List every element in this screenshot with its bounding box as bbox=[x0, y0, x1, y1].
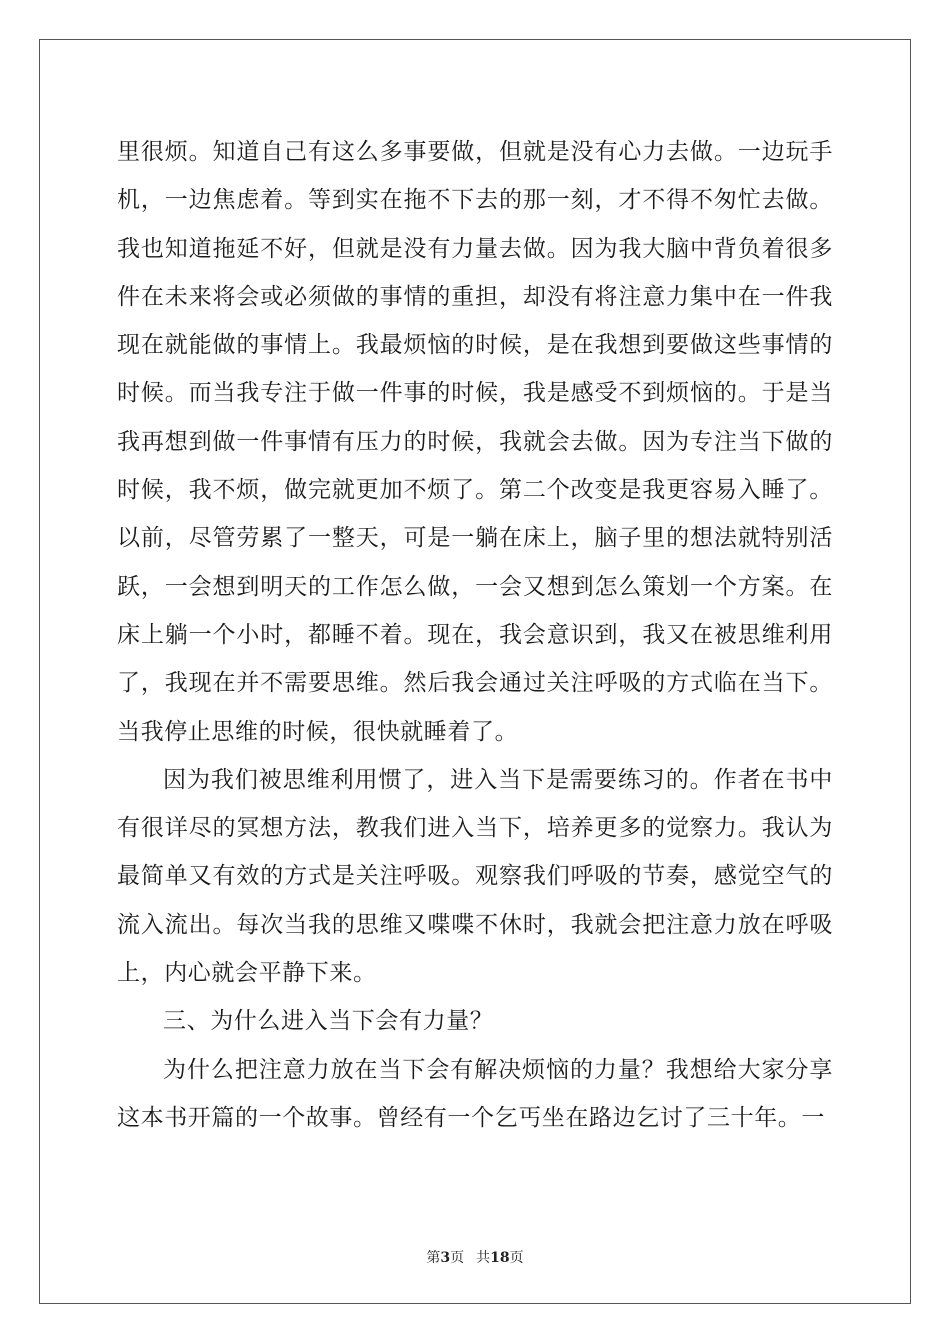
document-body bbox=[117, 128, 833, 1142]
current-page-number: 3 bbox=[440, 1250, 451, 1266]
total-pages-number: 18 bbox=[490, 1250, 510, 1266]
footer-total-prefix: 共 bbox=[476, 1250, 491, 1266]
footer-prefix: 第 bbox=[426, 1250, 441, 1266]
page-footer bbox=[0, 1247, 950, 1267]
paragraph-2: 因为我们被思维利用惯了，进入当下是需要练习的。作者在书中有很详尽的冥想方法，教我们进入当下，培养更多的觉察力。我认为最简单又有效的方式是关注呼吸。观察我们呼吸的节奏，感觉空气的流入流出。每次当我的思维又喋喋不休时，我就会把注意力放在呼吸上，内心就会平静下来。 bbox=[117, 766, 833, 987]
footer-page-unit: 页 bbox=[450, 1250, 465, 1266]
section-heading: 三、为什么进入当下会有力量？ bbox=[163, 1008, 494, 1035]
paragraph-1: 里很烦。知道自己有这么多事要做，但就是没有心力去做。一边玩手机，一边焦虑着。等到实在拖不下去的那一刻，才不得不匆忙去做。我也知道拖延不好，但就是没有力量去做。因为我大脑中背负着很多件在未来将会或必须做的事情的重担，却没有将注意力集中在一件我现在就能做的事情上。我最烦恼的时候，是在我想到要做这些事情的时候。而当我专注于做一件事的时候，我是感受不到烦恼的。于是当我再想到做一件事情有压力的时候，我就会去做。因为专注当下做的时候，我不烦，做完就更加不烦了。第二个改变是我更容易入睡了。以前，尽管劳累了一整天，可是一躺在床上，脑子里的想法就特别活跃，一会想到明天的工作怎么做，一会又想到怎么策划一个方案。在床上躺一个小时，都睡不着。现在，我会意识到，我又在被思维利用了，我现在并不需要思维。然后我会通过关注呼吸的方式临在当下。当我停止思维的时候，很快就睡着了。 bbox=[117, 139, 833, 745]
footer-total-unit: 页 bbox=[509, 1250, 524, 1266]
paragraph-3: 为什么把注意力放在当下会有解决烦恼的力量？我想给大家分享这本书开篇的一个故事。曾经有一个乞丐坐在路边乞讨了三十年。一 bbox=[117, 1056, 833, 1131]
